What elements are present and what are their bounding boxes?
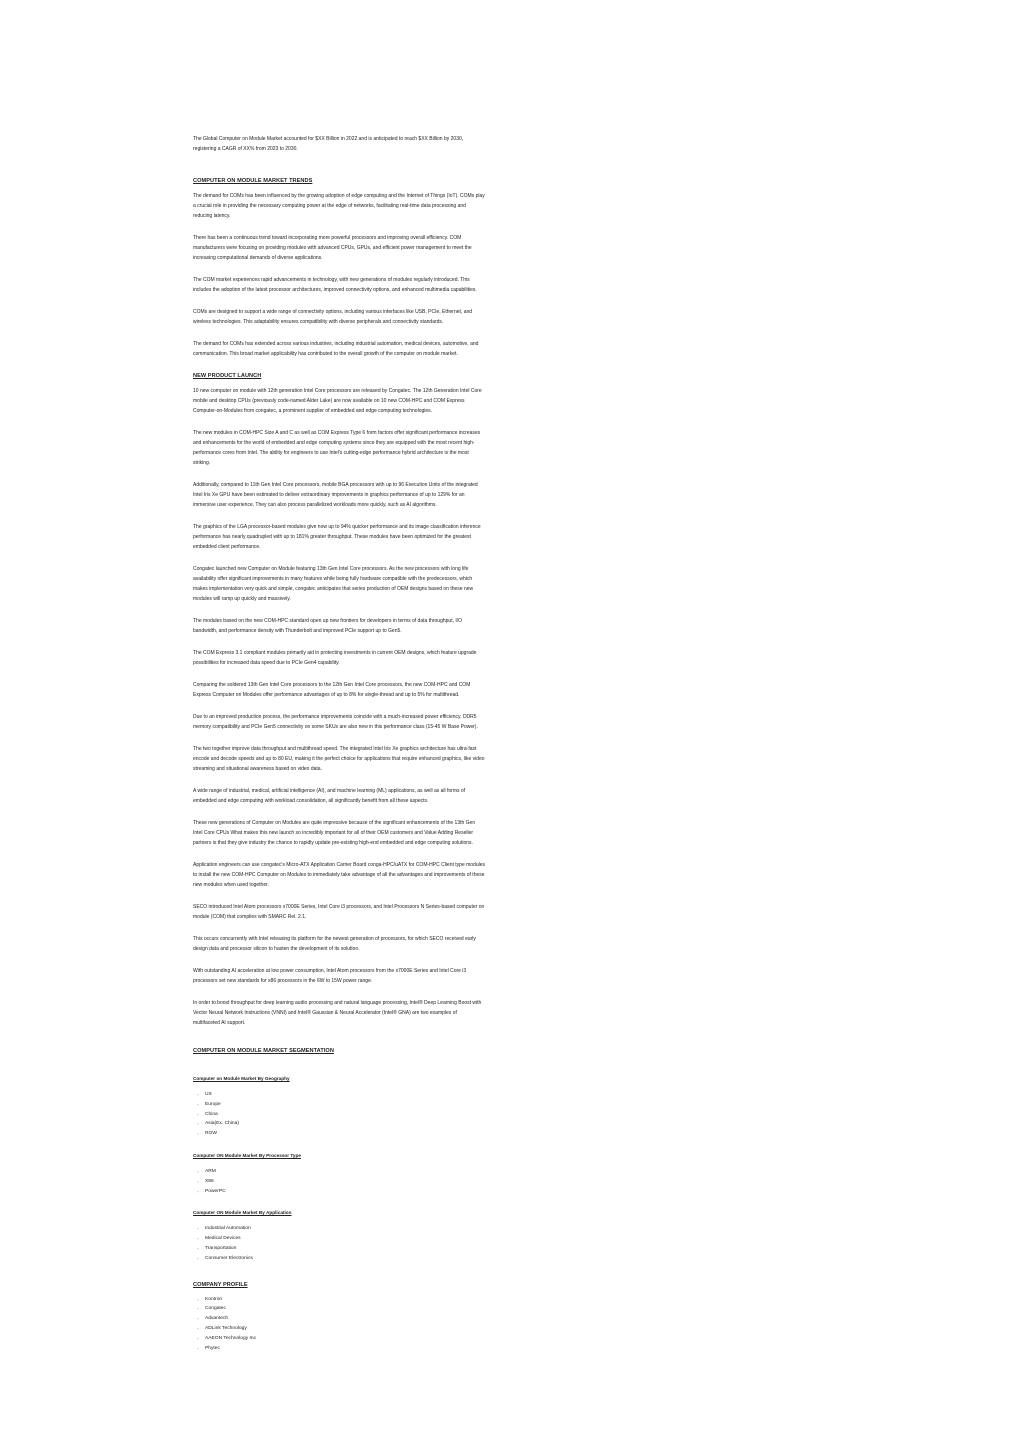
launch-paragraph: The modules based on the new COM-HPC standard open up new frontiers for developers in terms of data throughput, I/O bandwidth, and performance density with Thunderbolt and improved PCIe support up to Gen5. [193,618,463,634]
list-item: ◦ PowerPC [197,1187,485,1197]
list-item: ◦ AAEON Technology Inc [197,1334,485,1344]
segmentation-heading: COMPUTER ON MODULE MARKET SEGMENTATION [193,1048,334,1054]
processor-list [193,1167,485,1196]
list-item: ◦ US [197,1090,485,1100]
list-item: ◦ ARM [197,1167,485,1177]
launch-paragraph: The two together improve data throughput and multithread speed. The integrated Intel Iris Xe graphics architecture has ultra-fast encode and decode speeds and up to 80 EU, making it the perfect choice for applications that require enhanced graphics, like video streaming and situational awareness based on video data. [193,746,485,772]
list-item: ◦ Industrial Automation [197,1224,485,1234]
launch-paragraph: Additionally, compared to 11th Gen Intel Core processors, mobile BGA processors with up to 96 Execution Units of the integrated Intel Iris Xe GPU have been estimated to deliver extraordinary improvements in graphics performance of up to 129% for an immersive user experience. They can also process parallelized workloads more quickly, such as AI algorithms. [193,482,478,508]
trends-paragraph: The demand for COMs has been influenced by the growing adoption of edge computing and the Internet of Things (IoT). COMs play a crucial role in providing the necessary computing power at the edge of networks, facilitating real-time data processing and reducing latency. [193,193,485,219]
list-item: ◦ Europe [197,1100,485,1110]
launch-heading: NEW PRODUCT LAUNCH [193,373,262,379]
trends-paragraph: The demand for COMs has extended across various industries, including industrial automation, medical devices, automotive, and communication. This broad market applicability has contributed to the overall growth of the computer on module market. [193,341,479,357]
launch-paragraph: A wide range of industrial, medical, artificial intelligence (AI), and machine learning (ML) applications, as well as all forms of embedded and edge computing with workload consolidation, all significantly benefit from all these aspects. [193,788,466,804]
launch-paragraph: The new modules in COM-HPC Size A and C as well as COM Express Type 6 form factors offer significant performance increases and enhancements for the world of embedded and edge computing systems since they are equipped with the most recent high-performance cores from Intel. The ability for engineers to use Intel's cutting-edge performance hybrid architecture is the most striking. [193,430,481,466]
launch-paragraph: Application engineers can use congatec's Micro-ATX Application Carrier Board conga-HPC/uATX for COM-HPC Client type modules to install the new COM-HPC Computer on Modules to immediately take advantage of all the advantages and improvements of these new modules when used together. [193,862,486,888]
launch-paragraph: Due to an improved production process, the performance improvements coincide with a much-increased power efficiency. DDR5 memory compatibility and PCIe Gen5 connectivity on some SKUs are also new in this performance class (15-45 W Base Power). [193,714,478,730]
document-body [193,134,485,1365]
trends-paragraph: COMs are designed to support a wide range of connectivity options, including various interfaces like USB, PCIe, Ethernet, and wireless technologies. This adaptability ensures compatibility with diverse peripherals and connectivity standards. [193,309,473,325]
processor-subheading: Computer ON Module Market By Processor Type [193,1152,302,1158]
list-item: ◦ ADLink Technology [197,1324,485,1334]
launch-paragraph: Comparing the soldered 13th Gen Intel Core processors to the 12th Gen Intel Core processors, the new COM-HPC and COM Express Computer on Modules offer performance advantages of up to 8% for single-thread and up to 5% for multithread. [193,682,471,698]
launch-paragraph: 10 new computer on module with 12th generation Intel Core processors are released by Congatec. The 12th Generation Intel Core mobile and desktop CPUs (previously code-named Alder Lake) are now available on 10 new COM-HPC and COM Express Computer-on-Modules from congatec, a prominent supplier of embedded and edge computing technologies. [193,388,482,414]
launch-paragraph: SECO introduced Intel Atom processors x7000E Series, Intel Core i3 processors, and Intel Processors N Series-based computer on module (COM) that complies with SMARC Rel. 2.1. [193,904,485,920]
launch-paragraph: In order to boost throughput for deep learning audio processing and natural language processing, Intel® Deep Learning Boost with Vector Neural Network Instructions (VNNI) and Intel® Gaussian & Neural Accelerator (Intel® GNA) are two examples of multifaceted AI support. [193,1000,482,1026]
company-list [193,1295,485,1354]
list-item: ◦ Congatec [197,1304,485,1314]
trends-heading: COMPUTER ON MODULE MARKET TRENDS [193,178,313,184]
list-item: ◦ Medical Devices [197,1234,485,1244]
trends-paragraph: The COM market experiences rapid advancements in technology, with new generations of modules regularly introduced. This includes the adoption of the latest processor architectures, improved connectivity options, and enhanced multimedia capabilities. [193,277,477,293]
launch-paragraph: With outstanding AI acceleration at low power consumption, Intel Atom processors from the x7000E Series and Intel Core i3 processors set new standards for x86 processors in the 6W to 15W power range. [193,968,467,984]
list-item: ◦ Asia(Ex. China) [197,1119,485,1129]
company-profile-heading: COMPANY PROFILE [193,1281,248,1288]
list-item: ◦ China [197,1110,485,1120]
geography-subheading: Computer on Module Market By Geography [193,1076,290,1081]
list-item: ◦ Kontron [197,1295,485,1305]
list-item: ◦ Phytec [197,1344,485,1354]
list-item: ◦ Consumer Electronics [197,1254,485,1264]
list-item: ◦ Transportation [197,1244,485,1254]
launch-paragraph: The COM Express 3.1 compliant modules primarily aid in protecting investments in current OEM designs, which feature upgrade possibilities for increased data speed due to PCIe Gen4 capability. [193,650,477,666]
application-subheading: Computer ON Module Market By Application [193,1210,292,1216]
trends-paragraph: There has been a continuous trend toward incorporating more powerful processors and improving overall efficiency. COM manufacturers were focusing on providing modules with advanced CPUs, GPUs, and efficient power management to meet the increasing computational demands of diverse applications. [193,235,472,261]
list-item: ◦ X86 [197,1177,485,1187]
list-item: ◦ Advantech [197,1314,485,1324]
geography-list [193,1090,485,1139]
list-item: ◦ ROW [197,1129,485,1139]
application-list [193,1224,485,1263]
launch-paragraph: This occurs concurrently with Intel releasing its platform for the newest generation of processors, for which SECO received early design data and processor silicon to hasten the development of its solution. [193,936,476,952]
launch-paragraph: The graphics of the LGA processor-based modules give now up to 94% quicker performance and its image classification inference performance has nearly quadrupled with up to 181% greater throughput. These modules have been optimized for the greatest embedded client performance. [193,524,481,550]
launch-paragraph: Congatec launched new Computer on Module featuring 13th Gen Intel Core processors. As the new processors with long life availability offer significant improvements in many features while being fully hardware compatible with the predecessors, which makes implementation very quick and simple, congatec anticipates that series production of OEM designs based on these new modules will ramp up quickly and massively. [193,566,474,602]
intro-paragraph: The Global Computer on Module Market accounted for $XX Billion in 2022 and is anticipated to reach $XX Billion by 2030, registering a CAGR of XX% from 2023 to 2030. [193,136,464,152]
launch-paragraph: These new generations of Computer on Modules are quite impressive because of the significant enhancements of the 13th Gen Intel Core CPUs What makes this new launch so incredibly important for all of their OEM customers and Value Adding Reseller partners is that they give industry the chance to rapidly update pre-existing high-end embedded and edge computing solutions. [193,820,476,846]
